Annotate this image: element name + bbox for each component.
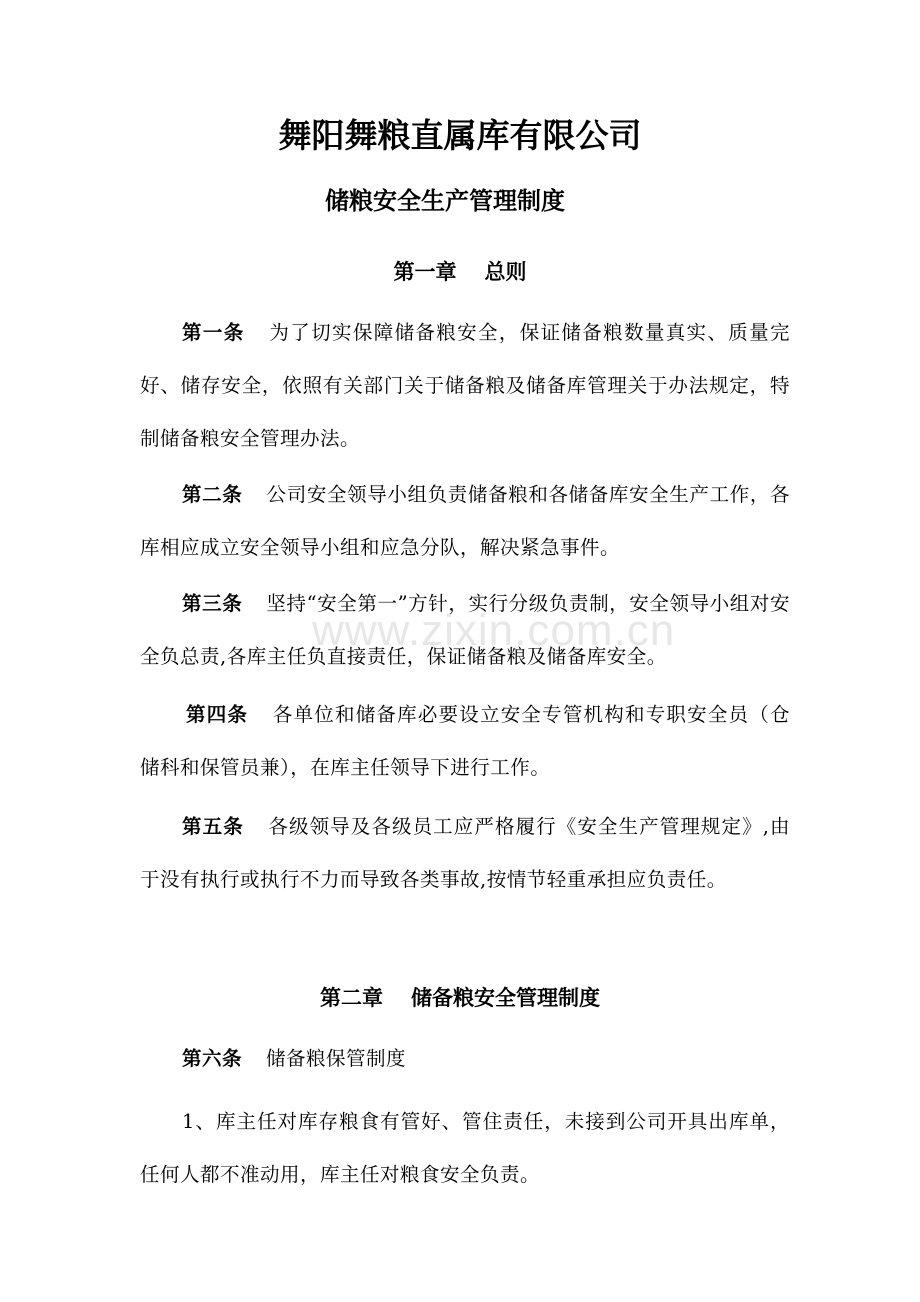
chapter-1-heading xyxy=(0,257,920,287)
article-4-text: 各单位和储备库必要设立安全专管机构和专职安全员（仓储科和保管员兼），在库主任领导下进行工作。 xyxy=(140,703,790,779)
article-4 xyxy=(140,688,790,794)
article-3-label: 第三条 xyxy=(182,592,243,615)
article-5 xyxy=(140,800,790,906)
article-6-item-1 xyxy=(140,1095,790,1201)
article-2 xyxy=(140,468,790,574)
chapter-1-name: 总则 xyxy=(484,260,527,284)
article-6-item-1-text: 1、库主任对库存粮食有管好、管住责任，未接到公司开具出库单，任何人都不准动用，库主任对粮食安全负责。 xyxy=(140,1110,790,1186)
chapter-2-number: 第二章 xyxy=(320,986,383,1010)
article-2-label: 第二条 xyxy=(182,483,243,506)
article-2-text: 公司安全领导小组负责储备粮和各储备库安全生产工作，各库相应成立安全领导小组和应急分队，解决紧急事件。 xyxy=(140,483,790,559)
article-3-text: 坚持“安全第一”方针，实行分级负责制，安全领导小组对安全负总责,各库主任负直接责任，保证储备粮及储备库安全。 xyxy=(140,592,790,668)
article-6-text: 储备粮保管制度 xyxy=(266,1047,407,1070)
article-1-label: 第一条 xyxy=(182,321,245,344)
article-1-text: 为了切实保障储备粮安全，保证储备粮数量真实、质量完好、储存安全，依照有关部门关于储备粮及储备库管理关于办法规定，特制储备粮安全管理办法。 xyxy=(140,321,790,450)
article-1 xyxy=(140,306,790,465)
article-6 xyxy=(140,1032,790,1085)
article-5-label: 第五条 xyxy=(182,815,244,838)
article-3 xyxy=(140,577,790,683)
document-subtitle: 储粮安全生产管理制度 xyxy=(325,187,565,215)
chapter-2-name: 储备粮安全管理制度 xyxy=(411,986,600,1010)
chapter-1-number: 第一章 xyxy=(393,260,457,284)
article-5-text: 各级领导及各级员工应严格履行《安全生产管理规定》,由于没有执行或执行不力而导致各类事故,按情节轻重承担应负责任。 xyxy=(140,815,790,891)
watermark-text: www.zixin.com.cn xyxy=(312,606,676,655)
article-6-label: 第六条 xyxy=(182,1047,243,1070)
document-title: 舞阳舞粮直属库有限公司 xyxy=(278,116,642,155)
article-4-label: 第四条 xyxy=(186,703,249,726)
chapter-2-heading xyxy=(0,983,920,1013)
